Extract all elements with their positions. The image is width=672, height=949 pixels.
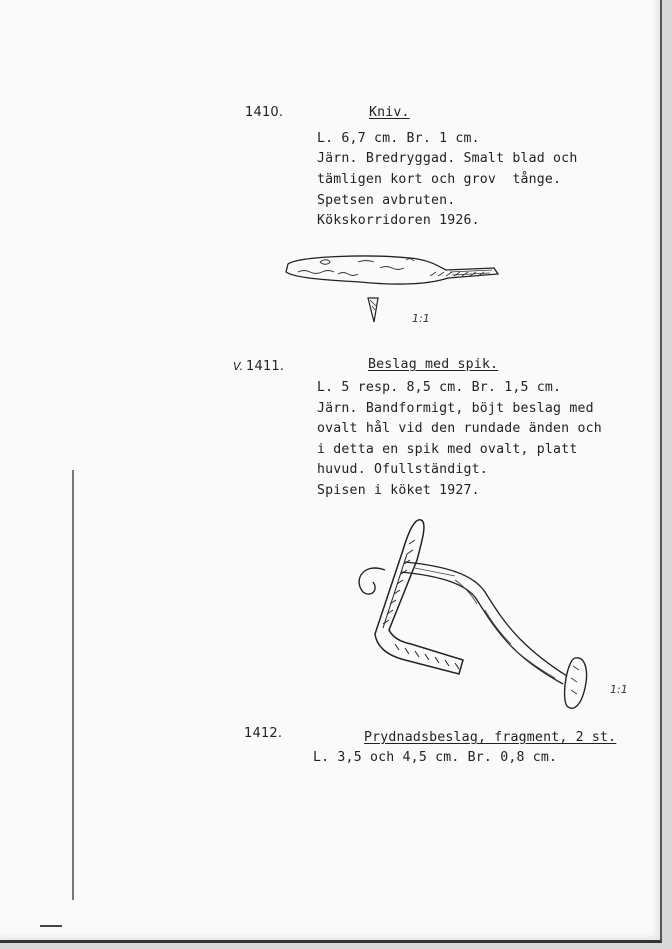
scale-note: 1:1	[412, 312, 430, 325]
entry-number: 1412.	[244, 726, 283, 741]
entry-number: 1410.	[245, 105, 284, 120]
entry-line: Kökskorridoren 1926.	[317, 213, 480, 228]
entry-line: L. 3,5 och 4,5 cm. Br. 0,8 cm.	[313, 750, 558, 765]
entry-line: Spetsen avbruten.	[317, 193, 456, 208]
entry-title: Prydnadsbeslag, fragment, 2 st.	[364, 730, 617, 745]
binding-edge	[72, 470, 74, 900]
entry-line: Spisen i köket 1927.	[317, 483, 480, 498]
entry-line: Järn. Bredryggad. Smalt blad och	[317, 151, 578, 166]
check-mark: V.	[233, 360, 244, 373]
entry-line: tämligen kort och grov tånge.	[317, 172, 562, 187]
knife-drawing	[280, 252, 510, 332]
entry-line: ovalt hål vid den rundade änden och	[317, 421, 602, 436]
scale-note: 1:1	[610, 683, 628, 696]
entry-title: Kniv.	[369, 105, 410, 120]
entry-line: L. 6,7 cm. Br. 1 cm.	[317, 131, 480, 146]
entry-line: Järn. Bandformigt, böjt beslag med	[317, 401, 594, 416]
page-corner-mark	[40, 925, 62, 927]
entry-line: i detta en spik med ovalt, platt	[317, 442, 578, 457]
entry-number: 1411.	[246, 359, 285, 374]
entry-line: huvud. Ofullständigt.	[317, 462, 488, 477]
entry-line: L. 5 resp. 8,5 cm. Br. 1,5 cm.	[317, 380, 562, 395]
entry-title: Beslag med spik.	[368, 357, 499, 372]
fitting-drawing	[345, 510, 605, 720]
